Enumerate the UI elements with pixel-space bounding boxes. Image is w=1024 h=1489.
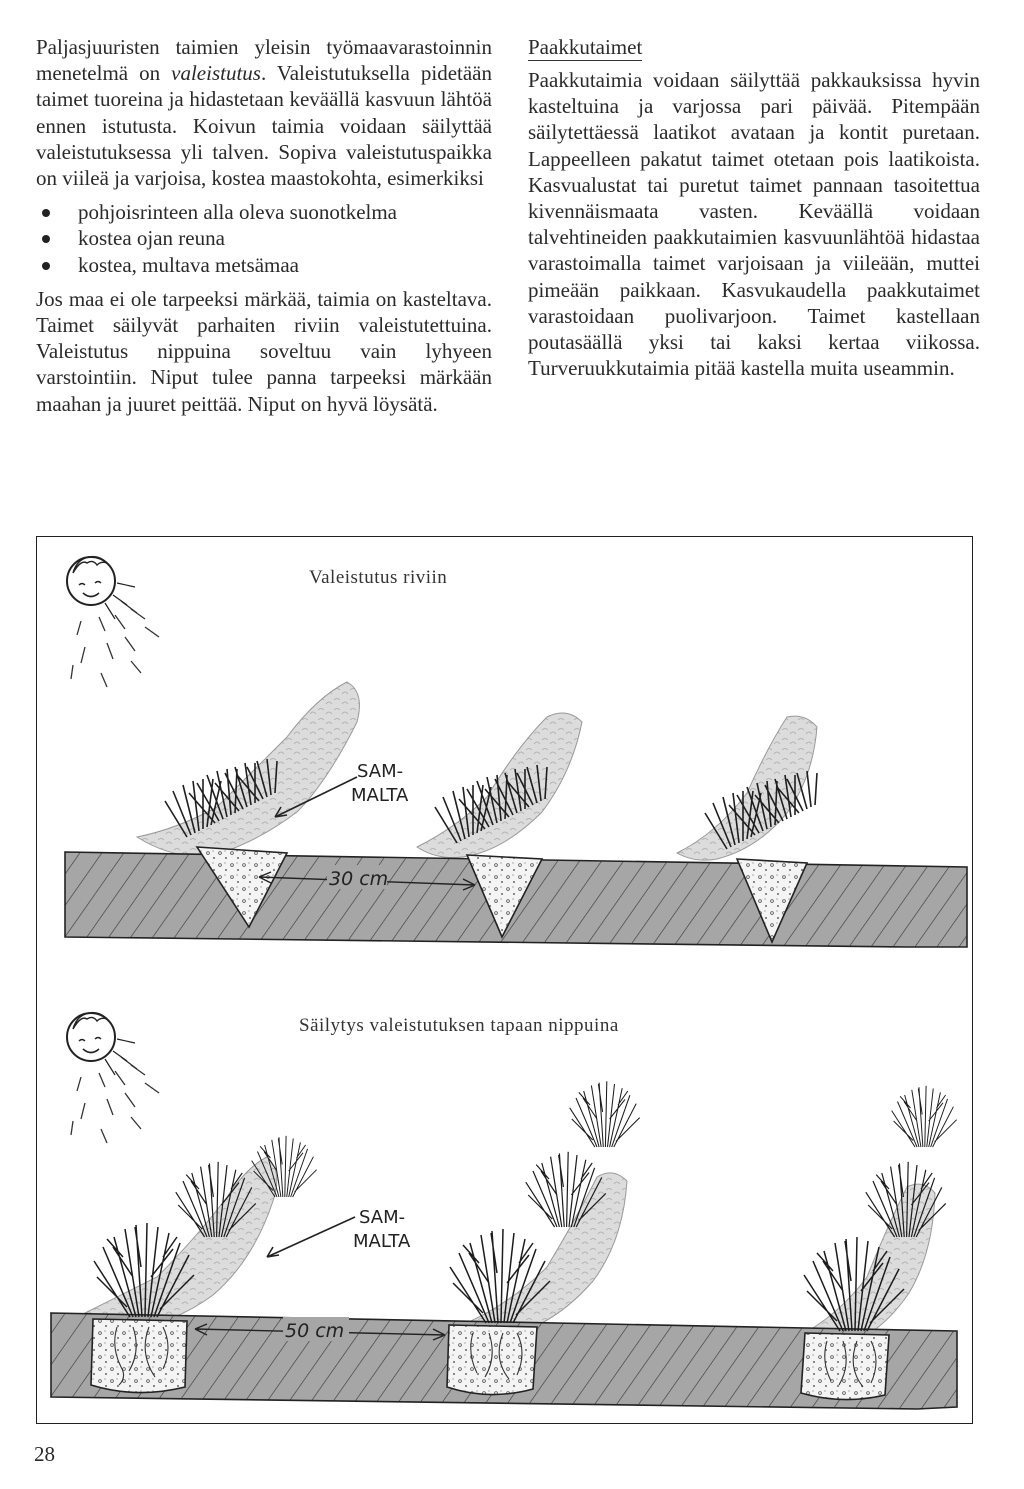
moss-cover <box>417 713 582 858</box>
illustration-figure <box>36 536 973 1424</box>
seedling-bundle <box>570 1081 640 1147</box>
label-arrow <box>267 1217 355 1257</box>
right-column <box>528 34 980 381</box>
dimension-label-30cm: 30 cm <box>329 868 389 890</box>
sammalta-label-line2: MALTA <box>351 785 409 806</box>
intro-term-italic: valeistutus <box>171 61 261 86</box>
sammalta-label-line1: SAM- <box>359 1207 406 1228</box>
list-item: kostea ojan reuna <box>36 225 492 251</box>
page-number: 28 <box>34 1442 55 1466</box>
intro-text-start: Paljasjuuristen taimien yleisin työmaavarastoinnin menetelmä on <box>36 35 492 86</box>
sammalta-label-line1: SAM- <box>357 761 404 782</box>
intro-paragraph <box>36 34 492 191</box>
sun-icon-bottom <box>67 1013 159 1143</box>
section-heading: Paakkutaimet <box>528 35 643 59</box>
sammalta-label-line2: MALTA <box>353 1231 411 1252</box>
left-column <box>36 34 492 417</box>
illustration-svg <box>37 537 974 1425</box>
bottom-panel-title: Säilytys valeistutuksen tapaan nippuina <box>299 1015 619 1036</box>
list-item: kostea, multava metsämaa <box>36 252 492 278</box>
planting-pit <box>91 1319 187 1393</box>
container-seedlings-paragraph: Paakkutaimia voidaan säilyttää pakkauksissa hyvin kasteltuina ja varjossa pari päivää. Pitempään säilytettäessä laatikot avataan ja kontit puretaan. Lappeelleen pakatut taimet otetaan pois laatikoista. Kasvualustat tai puretut taimet pannaan tasoitettua kivennäismaata vasten. Keväällä voidaan talvehtineiden paakkutaimien kasvuunlähtöä hidastaa varastoimalla taimet varjoisaan ja viileään, muttei pimeään paikkaan. Kasvukaudella paakkutaimet varastoidaan puolivarjoon. Taimet kastellaan poutasäällä yksi tai kaksi kertaa viikossa. Turveruukkutaimia pitää kastella muita useammin. <box>528 68 980 381</box>
sun-icon-top <box>67 557 159 687</box>
seedling-bundle <box>892 1086 957 1147</box>
list-item: pohjoisrinteen alla oleva suonotkelma <box>36 199 492 225</box>
top-panel-title: Valeistutus riviin <box>309 567 448 588</box>
intro-text-end: . Valeistutuksella pidetään taimet tuoreina ja hidastetaan keväällä kasvuun lähtöä ennen istutusta. Koivun taimia voidaan säilyttää valeistutuksessa yli talven. Sopiva valeistutuspaikka on viileä ja varjoisa, kostea maastokohta, esimerkiksi <box>36 61 492 191</box>
example-list <box>36 199 492 278</box>
dimension-label-50cm: 50 cm <box>285 1320 345 1342</box>
watering-paragraph: Jos maa ei ole tarpeeksi märkää, taimia on kasteltava. Taimet säilyvät parhaiten riviin valeistutettuina. Valeistutus nippuina soveltuu vain lyhyeen varstointiin. Niput tulee panna tarpeeksi märkään maahan ja juuret peittää. Niput on hyvä löysätä. <box>36 286 492 416</box>
moss-cover <box>77 1157 277 1329</box>
